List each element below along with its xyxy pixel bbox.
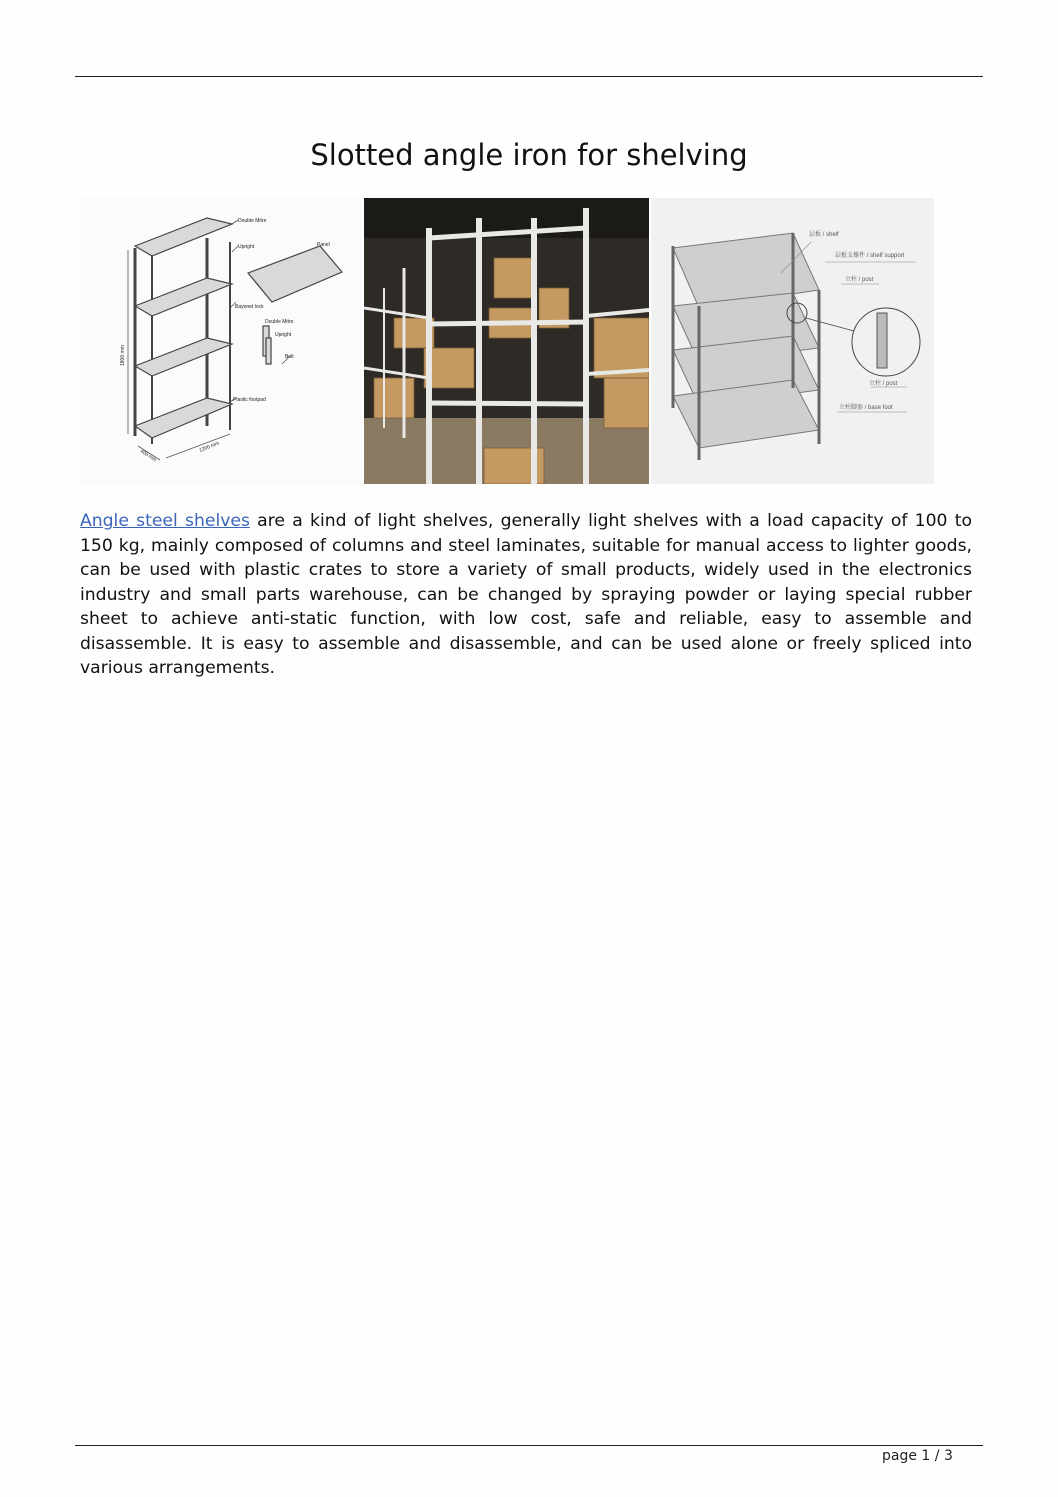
label-post-2: 立柱 / post: [869, 381, 898, 387]
label-width: 1200 mm: [198, 440, 221, 454]
label-double-mitre-2: Double Mitre: [265, 319, 294, 325]
warehouse-photo: [364, 198, 649, 484]
angle-steel-shelves-link[interactable]: Angle steel shelves: [80, 511, 250, 531]
labeled-shelf-diagram: [651, 198, 934, 484]
label-shelf: 层板 / shelf: [809, 232, 839, 238]
label-double-mitre: Double Mitre: [238, 218, 267, 224]
footer-rule: [75, 1445, 983, 1446]
label-post: 立柱 / post: [845, 277, 874, 283]
label-base-foot: 立柱脚套 / base foot: [839, 405, 893, 411]
label-depth: 400 mm: [138, 448, 158, 464]
label-upright-2: Upright: [275, 332, 292, 338]
label-bayonet-lock: Bayonet lock: [235, 304, 264, 310]
label-panel: Panel: [317, 242, 330, 248]
shelf-diagram-image: [80, 198, 362, 484]
page-number: page 1 / 3: [882, 1448, 953, 1464]
label-plastic-footpad: Plastic footpad: [233, 397, 266, 403]
label-shelf-support: 层板支撑件 / shelf support: [835, 253, 905, 259]
label-height: 1800 mm: [120, 345, 126, 366]
label-bolt: Bolt: [285, 354, 294, 360]
header-rule: [75, 76, 983, 77]
body-text: are a kind of light shelves, generally light shelves with a load capacity of 100 to 150 kg, mainly composed of columns and steel laminates, suitable for manual access to lighter goods, can be used with plastic crates to store a variety of small products, widely used in the electronics industry and small parts warehouse, can be changed by spraying powder or laying special rubber sheet to achieve anti-static function, with low cost, safe and reliable, easy to assemble and disassemble. It is easy to assemble and disassemble, and can be used alone or freely spliced into various arrangements.: [80, 511, 972, 678]
body-paragraph: [80, 509, 972, 681]
label-upright: Upright: [238, 244, 255, 250]
page-title: Slotted angle iron for shelving: [310, 138, 748, 172]
